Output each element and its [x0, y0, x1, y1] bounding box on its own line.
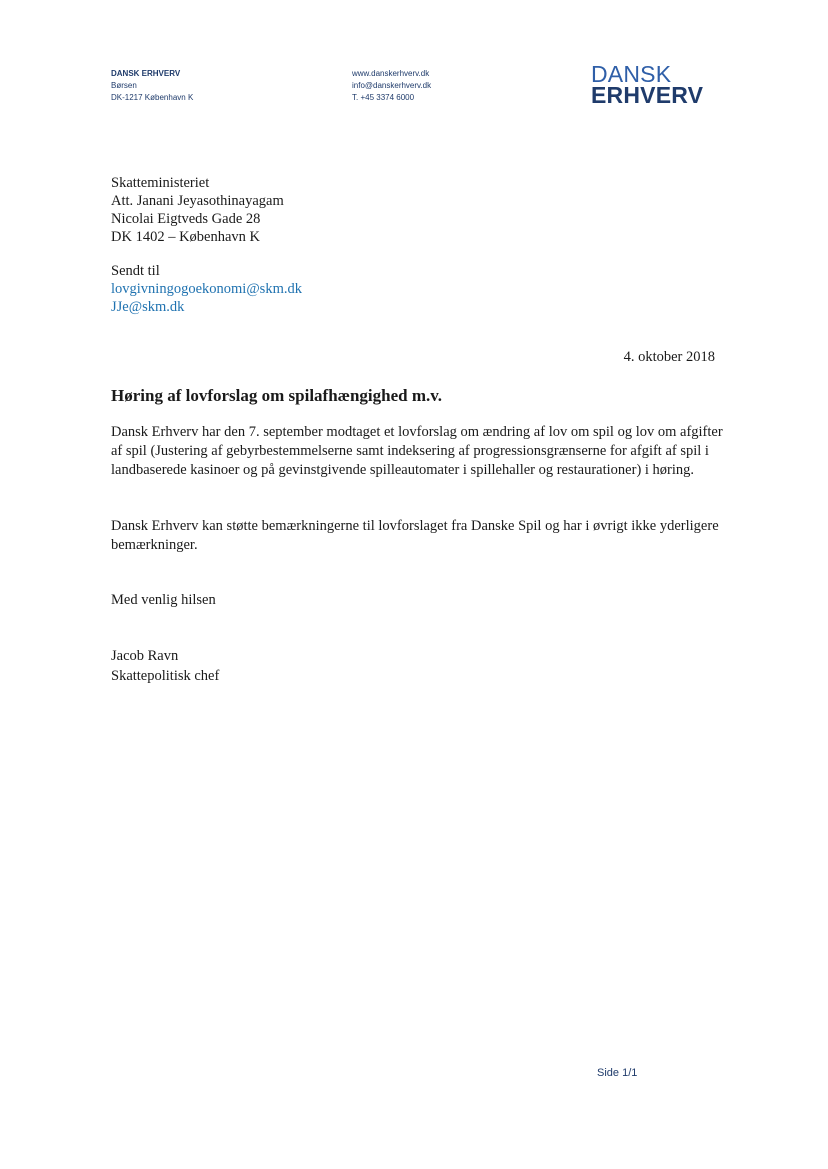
recipient-city: DK 1402 – København K	[111, 229, 261, 245]
sender-address	[111, 68, 193, 104]
letter-date: 4. oktober 2018	[623, 349, 715, 365]
sender-city: DK-1217 København K	[111, 93, 194, 102]
contact-phone: T. +45 3374 6000	[352, 93, 415, 102]
recipient-att: Att. Janani Jeyasothinayagam	[111, 193, 284, 209]
logo-line-2: ERHVERV	[591, 82, 704, 108]
page-number: Side 1/1	[597, 1067, 638, 1079]
logo-line-1: DANSK	[591, 61, 672, 87]
letter-subject: Høring af lovforslag om spilafhængighed m.v.	[111, 386, 443, 405]
recipient-org: Skatteministeriet	[111, 175, 210, 191]
body-paragraph-2: Dansk Erhverv kan støtte bemærkningerne til lovforslaget fra Danske Spil og har i øvrigt ikke yderligere bemærkninger.	[111, 518, 719, 553]
signer-name: Jacob Ravn	[111, 648, 179, 664]
sender-building: Børsen	[111, 81, 137, 90]
sent-to-block	[111, 262, 302, 316]
company-logo	[591, 61, 704, 108]
contact-email: info@danskerhverv.dk	[352, 81, 432, 90]
signer-title: Skattepolitisk chef	[111, 668, 220, 684]
contact-web: www.danskerhverv.dk	[352, 69, 430, 78]
email-link-1[interactable]: lovgivningogoekonomi@skm.dk	[111, 281, 302, 297]
signature-block	[111, 646, 723, 686]
recipient-street: Nicolai Eigtveds Gade 28	[111, 211, 261, 227]
body-paragraph-1: Dansk Erhverv har den 7. september modtaget et lovforslag om ændring af lov om spil og lov om afgifter af spil (Justering af gebyrbestemmelserne samt indeksering af progressionsgrænserne for afgift af spil i landbaserede kasinoer og på gevinstgivende spilleautomater i spillehaller og restaurationer) i høring.	[111, 424, 723, 478]
sender-org: DANSK ERHVERV	[111, 69, 181, 78]
sender-contact	[352, 68, 431, 104]
recipient-address	[111, 174, 284, 246]
closing-greeting: Med venlig hilsen	[111, 592, 216, 608]
email-link-2[interactable]: JJe@skm.dk	[111, 299, 185, 315]
sent-to-label: Sendt til	[111, 263, 160, 279]
